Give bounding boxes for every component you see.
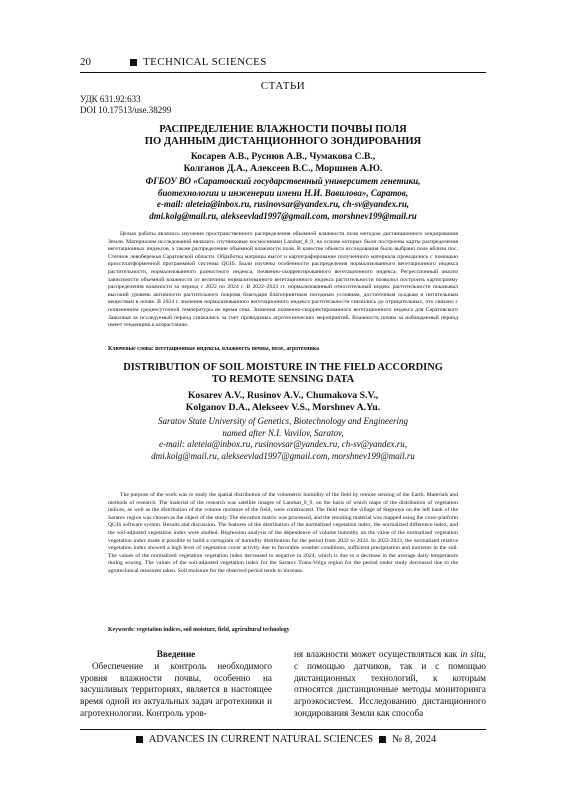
square-bullet-icon: [130, 59, 137, 66]
footer-journal: ADVANCES IN CURRENT NATURAL SCIENCES: [148, 733, 374, 745]
english-affiliation: [80, 416, 486, 462]
intro-right-text-1: ня влажности может осуществляться как: [294, 649, 461, 659]
square-bullet-icon: [136, 736, 143, 743]
intro-paragraph-left: Обеспечение и контроль необходимого уровня влажности почвы, особенно на засушливых территориях, является в настоящее время одной из актуальных задач агротехники и агротехнологии. Контроль уров-: [80, 660, 272, 718]
english-affiliation-line-2: named after N.I. Vavilov, Saratov,: [222, 427, 344, 438]
russian-abstract: Целью работы являлось изучение пространственного распределения объемной влажности поля методом дистанционного зондирования Земли. Материалом исследований являлись спутниковые космоснимки Landsat_8_9, на основе которых были построены карты распределения вегетационных индексов, а также распределение объемной влажности поля. В качестве объекта исследования было выбрано поле вблизи пос. Степное левобережья Саратовской области. Обработка матрицы высот и картографирование полученного материала проводились с помощью кроссплатформенной программной системы QGIS. Были изучены особенности распределения нормализованного вегетационного индекса растительности, нормализованного разностного индекса, почвенно-скорректированного вегетационного индекса. Регрессионный анализ зависимости объемной влажности от величины нормализованного вегетационного индекса растительности позволил построить картограмму распределения влажности за период с 2022 по 2024 г. В 2022–2023 гг. нормализованный относительный индекс растительности показывал высокий уровень активности растительного покрова благодаря благоприятным погодным условиям, достаточным осадкам и питательным веществам в почве. В 2024 г. значения нормализованного вегетационного индекса растительности снизились до отрицательных, что связано с понижением среднесуточной температуры во время сева. Значения почвенно-скорректированного вегетационного индекса для Саратовского Заволжья за исследуемый период снижались за счет проводимых агротехнических мероприятий. Влажность почвы за наблюдаемый период имеет тенденцию к возрастанию.: [108, 231, 458, 329]
english-authors-line-2: Kolganov D.A., Alekseev V.S., Morshnev A.Yu.: [185, 402, 381, 413]
english-title-line-1: DISTRIBUTION OF SOIL MOISTURE IN THE FIELD ACCORDING: [123, 362, 443, 373]
footer-divider: [80, 729, 486, 730]
russian-affiliation-line-1: ФГБОУ ВО «Саратовский государственный университет генетики,: [145, 176, 421, 186]
russian-keywords: Ключевые слова: вегетационные индексы, влажность почвы, поле, агротехника: [108, 346, 319, 352]
intro-heading: Введение: [156, 649, 196, 659]
udc-code: УДК 631.92:633: [80, 94, 141, 104]
english-keywords: Keywords: vegetation indices, soil moisture, field, agricultural technology: [108, 627, 290, 633]
russian-affiliation-line-2: биотехнологии и инженерии имени Н.И. Вавилова», Саратов,: [157, 187, 409, 198]
intro-right-italic: in situ: [460, 649, 484, 659]
russian-title-line-1: РАСПРЕДЕЛЕНИЕ ВЛАЖНОСТИ ПОЧВЫ ПОЛЯ: [159, 124, 407, 135]
russian-authors-line-2: Колганов Д.А., Алексеев В.С., Моршнев А.Ю.: [183, 163, 383, 174]
english-authors: [80, 390, 486, 414]
russian-authors: [80, 151, 486, 175]
footer-issue: № 8, 2024: [392, 733, 437, 745]
russian-affiliation: [80, 176, 486, 222]
article-meta: [80, 94, 171, 116]
russian-authors-line-1: Косарев А.В., Руснюв А.В., Чумакова С.В.,: [190, 151, 376, 162]
intro-paragraph-right: [294, 649, 486, 720]
russian-emails-line-1: e-mail: aleteia@inbox.ru, rusinovsar@yandex.ru, ch-sv@yandex.ru,: [156, 199, 410, 209]
square-bullet-icon: [379, 736, 386, 743]
page-number: 20: [80, 56, 91, 68]
intro-left-column: [80, 649, 272, 720]
english-affiliation-line-1: Saratov State University of Genetics, Biotechnology and Engineering: [158, 416, 408, 426]
section-label: СТАТЬИ: [260, 80, 306, 92]
english-authors-line-1: Kosarev A.V., Rusinov A.V., Chumakova S.V.,: [187, 390, 379, 401]
intro-right-column: [294, 649, 486, 720]
english-emails-line-2: dmi.kolg@mail.ru, alekseevlad1997@gmail.com, morshnev199@mail.ru: [151, 450, 415, 461]
english-emails-line-1: e-mail: aleteia@inbox.ru, rusinovsar@yandex.ru, ch-sv@yandex.ru,: [158, 439, 408, 449]
intro-right-text-2: , с помощью датчиков, так и с помощью дистанционных технологий, к которым относятся дистанционные методы мониторинга агроэкосистем. Исследованию дистанционного зондирования Земли как способа: [294, 649, 487, 718]
english-abstract: The purpose of the work was to study the spatial distribution of the volumetric humidity of the field by remote sensing of the Earth. Materials and methods of research. The material of the research was satellite images of Landsat_8_9, on the basis of which maps of the distribution of vegetation indices, as well as the distribution of the volume moisture of the field, were constructed. The field near the village of Stepnoye on the left bank of the Saratov region was chosen as the object of the study. The elevation matrix was processed, and the resulting material was mapped using the cross-platform QGIS software system. Results and discussion. The features of the distribution of the normalized vegetation index, the normalized difference index, and the soil-adjusted vegetation index were studied. Regression analysis of the dependence of volume humidity on the value of the normalized vegetation vegetation index made it possible to build a cartogram of humidity distribution for the period from 2022 to 2024. In 2022-2023, the normalized relative vegetation index showed a high level of vegetation cover activity due to favorable weather conditions, sufficient precipitation and nutrients in the soil. The values of the normalized vegetation vegetation index decreased to negative in 2024, which is due to a decrease in the average daily temperature during sowing. The values of the soil-adjusted vegetation index for the Saratov Trans-Volga region for the period under study decreased due to the agrotechnical measures taken. Soil moisture for the observed period tends to increase.: [108, 492, 458, 574]
russian-title-block: [80, 124, 486, 222]
doi[interactable]: DOI 10.17513/use.38299: [80, 105, 172, 115]
english-title-line-2: TO REMOTE SENSING DATA: [211, 374, 355, 385]
russian-emails-line-2: dmi.kolg@mail.ru, alekseevlad1997@gmail.com, morshnev199@mail.ru: [149, 210, 417, 221]
header-divider: [80, 72, 486, 73]
english-title-block: [80, 362, 486, 462]
running-footer: [80, 731, 486, 747]
journal-section-title: TECHNICAL SCIENCES: [143, 56, 267, 68]
russian-title-line-2: ПО ДАННЫМ ДИСТАНЦИОННОГО ЗОНДИРОВАНИЯ: [144, 136, 422, 147]
running-header: [80, 54, 486, 70]
